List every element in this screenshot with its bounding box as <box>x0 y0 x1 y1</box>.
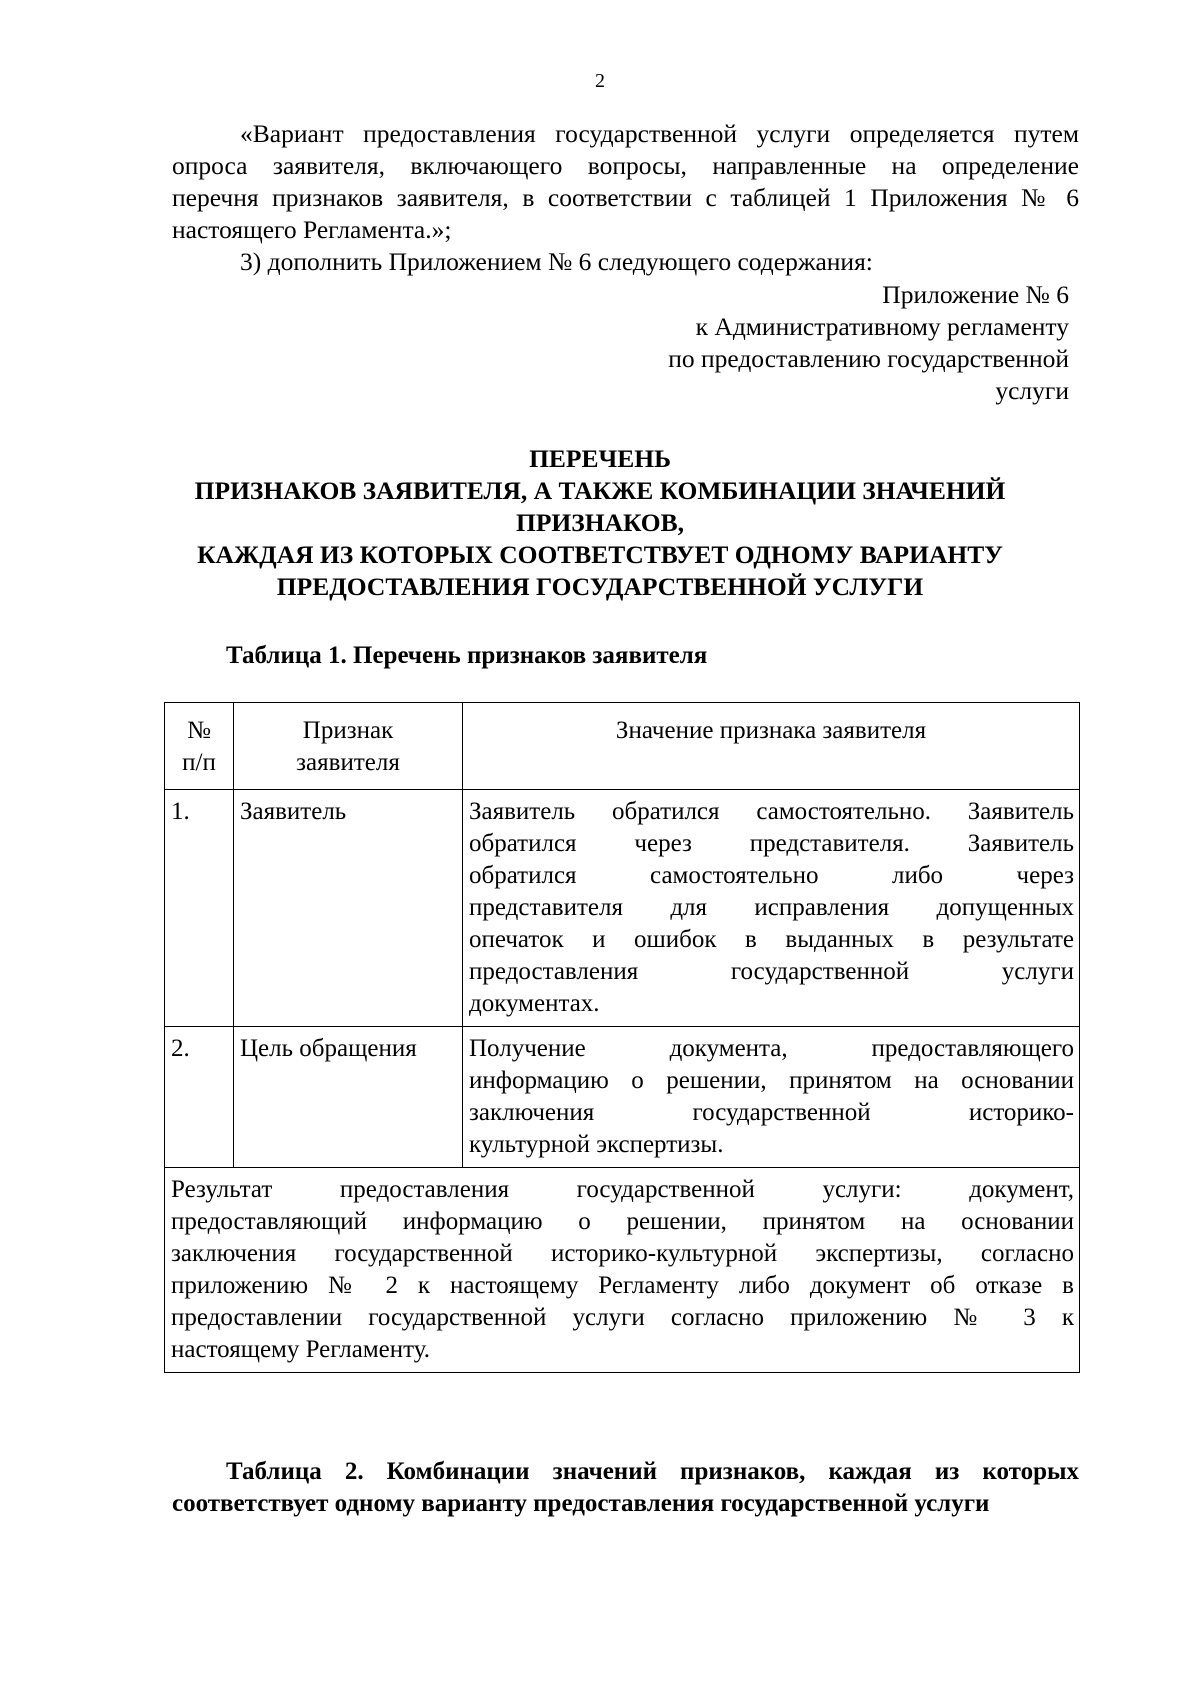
row-2-feature-cell <box>234 1027 463 1168</box>
table2-caption-line-2: соответствует одному варианту предоставления государственной услуги <box>172 1490 990 1517</box>
appendix-header-line-1: Приложение № 6 <box>882 280 1069 309</box>
result-cell <box>165 1168 1080 1373</box>
row-1-value-line-1: Заявитель обратился самостоятельно. Заявитель <box>469 798 1074 825</box>
row-2-value-line-3: заключения государственной историко- <box>469 1099 1074 1126</box>
row-2-value-line-4: культурной экспертизы. <box>469 1131 724 1158</box>
row-1-feature-cell <box>234 790 463 1027</box>
intro-line-1: «Вариант предоставления государственной услуги определяется путем <box>240 119 1079 148</box>
title-line-4: КАЖДАЯ ИЗ КОТОРЫХ СООТВЕТСТВУЕТ ОДНОМУ ВАРИАНТУ <box>197 540 1003 569</box>
title-line-3: ПРИЗНАКОВ, <box>515 508 685 537</box>
header-feature-line-2: заявителя <box>296 749 400 776</box>
table1-header-row <box>165 703 1080 790</box>
header-value-label: Значение признака заявителя <box>615 717 927 744</box>
row-1-value-line-3: обратился самостоятельно либо через <box>469 862 1074 889</box>
title-line-5: ПРЕДОСТАВЛЕНИЯ ГОСУДАРСТВЕННОЙ УСЛУГИ <box>276 572 924 601</box>
header-num-line-2: п/п <box>182 749 216 776</box>
appendix-header-line-2: к Административному регламенту <box>695 312 1069 341</box>
result-line-6: настоящему Регламенту. <box>171 1336 430 1363</box>
table2-caption-line-1: Таблица 2. Комбинации значений признаков, каждая из которых <box>226 1458 1079 1485</box>
title-line-1: ПЕРЕЧЕНЬ <box>529 444 671 473</box>
appendix-header-line-4: услуги <box>995 376 1069 405</box>
table-row <box>165 1027 1080 1168</box>
header-feature-line-1: Признак <box>302 717 394 744</box>
row-1-value-line-4: представителя для исправления допущенных <box>469 894 1074 921</box>
table1-result-row <box>165 1168 1080 1373</box>
row-2-num-cell <box>165 1027 234 1168</box>
intro-line-4: настоящего Регламента.»; <box>172 215 452 244</box>
result-line-3: заключения государственной историко-культурной экспертизы, согласно <box>171 1240 1074 1267</box>
row-1-num: 1. <box>171 798 190 825</box>
row-1-value-cell <box>463 790 1080 1027</box>
header-num-line-1: № <box>187 717 211 744</box>
page-number: 2 <box>595 70 605 92</box>
intro-line-2: опроса заявителя, включающего вопросы, направленные на определение <box>172 151 1079 180</box>
result-line-4: приложению № 2 к настоящему Регламенту либо документ об отказе в <box>171 1272 1074 1299</box>
intro-line-3: перечня признаков заявителя, в соответствии с таблицей 1 Приложения № 6 <box>172 183 1079 212</box>
table-row <box>165 790 1080 1027</box>
table1 <box>164 702 1080 1373</box>
amendment-item-3: 3) дополнить Приложением № 6 следующего содержания: <box>240 247 873 276</box>
row-1-num-cell <box>165 790 234 1027</box>
row-2-value-cell <box>463 1027 1080 1168</box>
row-1-value-line-2: обратился через представителя. Заявитель <box>469 830 1074 857</box>
header-cell-value <box>463 703 1080 790</box>
header-cell-feature <box>234 703 463 790</box>
title-line-2: ПРИЗНАКОВ ЗАЯВИТЕЛЯ, А ТАКЖЕ КОМБИНАЦИИ ЗНАЧЕНИЙ <box>194 476 1006 505</box>
row-2-value-line-2: информацию о решении, принятом на основании <box>469 1067 1074 1094</box>
row-2-feature: Цель обращения <box>240 1035 417 1062</box>
row-1-value-line-6: предоставления государственной услуги <box>469 958 1074 985</box>
header-cell-num <box>165 703 234 790</box>
row-2-num: 2. <box>171 1035 190 1062</box>
table1-caption: Таблица 1. Перечень признаков заявителя <box>226 642 708 669</box>
row-2-value-line-1: Получение документа, предоставляющего <box>469 1035 1074 1062</box>
result-line-5: предоставлении государственной услуги согласно приложению № 3 к <box>171 1304 1074 1331</box>
row-1-value-line-5: опечаток и ошибок в выданных в результате <box>469 926 1074 953</box>
result-line-1: Результат предоставления государственной услуги: документ, <box>171 1176 1074 1203</box>
appendix-header-line-3: по предоставлению государственной <box>668 344 1069 373</box>
row-1-feature: Заявитель <box>240 798 347 825</box>
result-line-2: предоставляющий информацию о решении, принятом на основании <box>171 1208 1074 1235</box>
row-1-value-line-7: документах. <box>469 990 600 1017</box>
